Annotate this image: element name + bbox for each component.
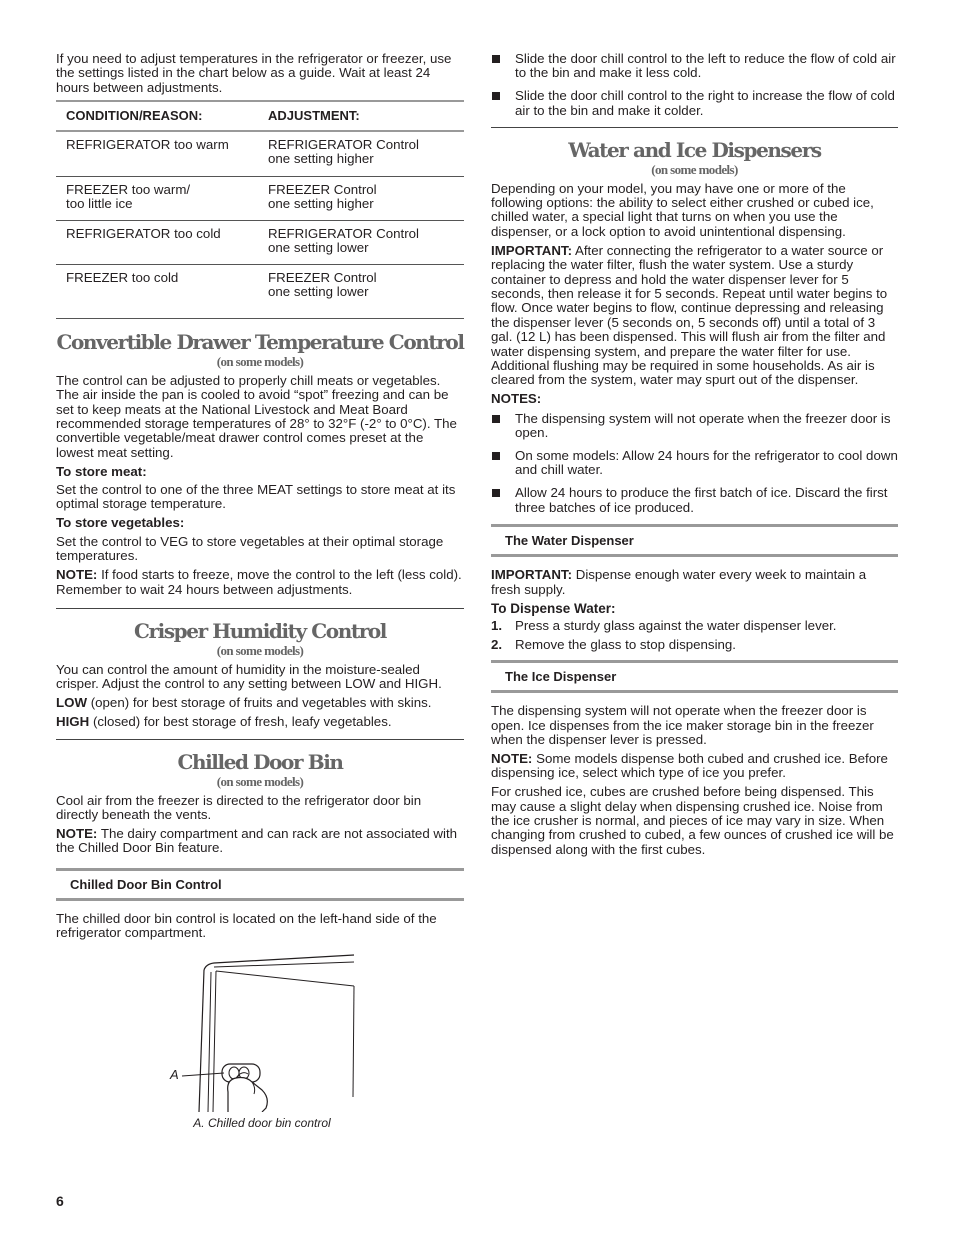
header-adjustment: ADJUSTMENT: [268, 107, 360, 123]
adjustment-line: one setting lower [268, 240, 369, 256]
left-column [56, 52, 464, 1152]
water-dispenser-important: IMPORTANT: Dispense enough water every week to maintain a fresh supply. [491, 567, 867, 597]
table-row [56, 132, 464, 176]
ice-dispenser-note: NOTE: Some models dispense both cubed and crushed ice. Before dispensing ice, select which type of ice you prefer. [491, 750, 888, 781]
condition-line: REFRIGERATOR too cold [66, 225, 221, 241]
crisper-low: LOW (open) for best storage of fruits and vegetables with skins. [56, 695, 432, 711]
crisper-paragraph: You can control the amount of humidity in the moisture-sealed crisper. Adjust the control to any setting between LOW and HIGH. [56, 661, 442, 692]
section-divider [491, 127, 898, 128]
condition-line: FREEZER too cold [66, 269, 179, 285]
dispense-water-heading: To Dispense Water: [491, 600, 616, 616]
adjustment-line: one setting higher [268, 151, 374, 167]
list-item: The dispensing system will not operate when the freezer door is open. [491, 412, 898, 441]
table-row [56, 264, 464, 308]
notes-list [491, 412, 898, 515]
chilled-control-paragraph: The chilled door bin control is located on the left-hand side of the refrigerator compartment. [56, 910, 437, 941]
chilled-paragraph: Cool air from the freezer is directed to the refrigerator door bin directly beneath the vents. [56, 792, 422, 822]
adjustment-line: REFRIGERATOR Control [268, 136, 419, 152]
ice-dispenser-paragraph: The dispensing system will not operate when the freezer door is open. Ice dispenses from the ice maker storage bin in the freezer when the dispenser lever is pressed. [491, 703, 874, 747]
chilled-note: NOTE: The dairy compartment and can rack are not associated with the Chilled Door Bin feature. [56, 825, 458, 856]
table-row [56, 176, 464, 220]
header-condition: CONDITION/REASON: [66, 107, 203, 123]
list-item: Allow 24 hours to produce the first batch of ice. Discard the first three batches of ice produced. [491, 486, 898, 515]
condition-line: FREEZER too warm/ [66, 181, 191, 197]
section-divider [56, 608, 464, 609]
drawer-paragraph: The control can be adjusted to properly chill meats or vegetables. The air inside the pan is cooled to avoid “spot” freezing and can be set to keep meats at the National Livestock and Meat Board recommended storage temperatures of 28° to 32°F (-2° to 0°C). The convertible vegetable/meat drawer control comes preset at the lowest meat setting. [56, 372, 457, 460]
list-item: On some models: Allow 24 hours for the refrigerator to cool down and chill water. [491, 449, 898, 478]
dispense-water-steps [491, 619, 898, 652]
veg-paragraph: Set the control to VEG to store vegetables at their optimal storage temperatures. [56, 533, 444, 564]
list-item: 1. Press a sturdy glass against the water dispenser lever. [491, 618, 837, 634]
chilled-section-title: Chilled Door Bin [177, 749, 343, 774]
chilled-section-subtitle: (on some models) [216, 773, 304, 789]
veg-heading: To store vegetables: [56, 515, 185, 531]
drawer-section-subtitle: (on some models) [216, 353, 304, 369]
figure-caption: A. Chilled door bin control [193, 1116, 331, 1131]
intro-paragraph: If you need to adjust temperatures in the refrigerator or freezer, use the settings listed in the chart below as a guide. Wait at least 24 hours between adjustments. [56, 51, 452, 95]
refrigerator-illustration [56, 952, 464, 1112]
list-item: Slide the door chill control to the left to reduce the flow of cold air to the bin and make it less cold. [491, 52, 898, 81]
notes-heading: NOTES: [491, 391, 542, 407]
water-dispenser-heading: The Water Dispenser [491, 524, 898, 557]
adjustment-line: one setting lower [268, 284, 369, 300]
water-ice-section-subtitle: (on some models) [651, 161, 738, 177]
ice-dispenser-paragraph-2: For crushed ice, cubes are crushed before being dispensed. This may cause a slight delay when dispensing crushed ice. Noise from the ice crusher is normal, and pieces of ice may vary in size. When changing from crushed to cubed, a few ounces of crushed ice will be dispensed along with the first cubes. [491, 784, 894, 857]
drawer-note: NOTE: If food starts to freeze, move the control to the left (less cold). Remember to wait 24 hours between adjustments. [56, 567, 462, 597]
crisper-section-subtitle: (on some models) [216, 642, 304, 658]
water-ice-important: IMPORTANT: After connecting the refrigerator to a water source or replacing the water filter, flush the water system. Use a sturdy container to depress and hold the water dispenser lever for 5 seconds, then release it for 5 seconds. Repeat until water begins to flow. Once water begins to flow, continue depressing and releasing the dispenser lever (5 seconds on, 5 seconds off) until a total of 3 gal. (12 L) has been dispensed. This will flush air from the filter and water dispensing system, and prepare the water filter for use. Additional flushing may be required in some households. As air is cleared from the system, water may spurt out of the dispenser. [491, 242, 888, 388]
drawer-section-title: Convertible Drawer Temperature Control [56, 329, 464, 354]
crisper-high: HIGH (closed) for best storage of fresh, leafy vegetables. [56, 714, 392, 730]
condition-line: too little ice [66, 196, 133, 212]
section-divider [56, 739, 464, 740]
adjustment-line: FREEZER Control [268, 269, 377, 285]
meat-paragraph: Set the control to one of the three MEAT settings to store meat at its optimal storage temperature. [56, 482, 456, 512]
list-item: 2. Remove the glass to stop dispensing. [491, 636, 737, 652]
crisper-section-title: Crisper Humidity Control [133, 618, 387, 643]
right-column [491, 52, 898, 862]
chilled-control-heading: Chilled Door Bin Control [56, 868, 464, 901]
adjustment-line: REFRIGERATOR Control [268, 225, 419, 241]
meat-heading: To store meat: [56, 463, 147, 479]
temperature-table [56, 100, 464, 319]
condition-line: REFRIGERATOR too warm [66, 136, 229, 152]
figure-callout-label: A [170, 1067, 179, 1083]
water-ice-section-title: Water and Ice Dispensers [568, 137, 821, 162]
table-row [56, 220, 464, 264]
ice-dispenser-heading: The Ice Dispenser [491, 660, 898, 693]
adjustment-line: one setting higher [268, 196, 374, 212]
water-ice-paragraph: Depending on your model, you may have one or more of the following options: the ability to select either crushed or cubed ice, chilled water, a special light that turns on when you use the dispenser, or a lock option to avoid unintentional dispensing. [491, 180, 874, 239]
chill-control-bullets [491, 52, 898, 118]
chilled-door-bin-figure [56, 952, 464, 1152]
list-item: Slide the door chill control to the right to increase the flow of cold air to the bin and make it colder. [491, 89, 898, 118]
adjustment-line: FREEZER Control [268, 181, 377, 197]
page-number: 6 [56, 1193, 64, 1209]
table-header [56, 102, 464, 132]
